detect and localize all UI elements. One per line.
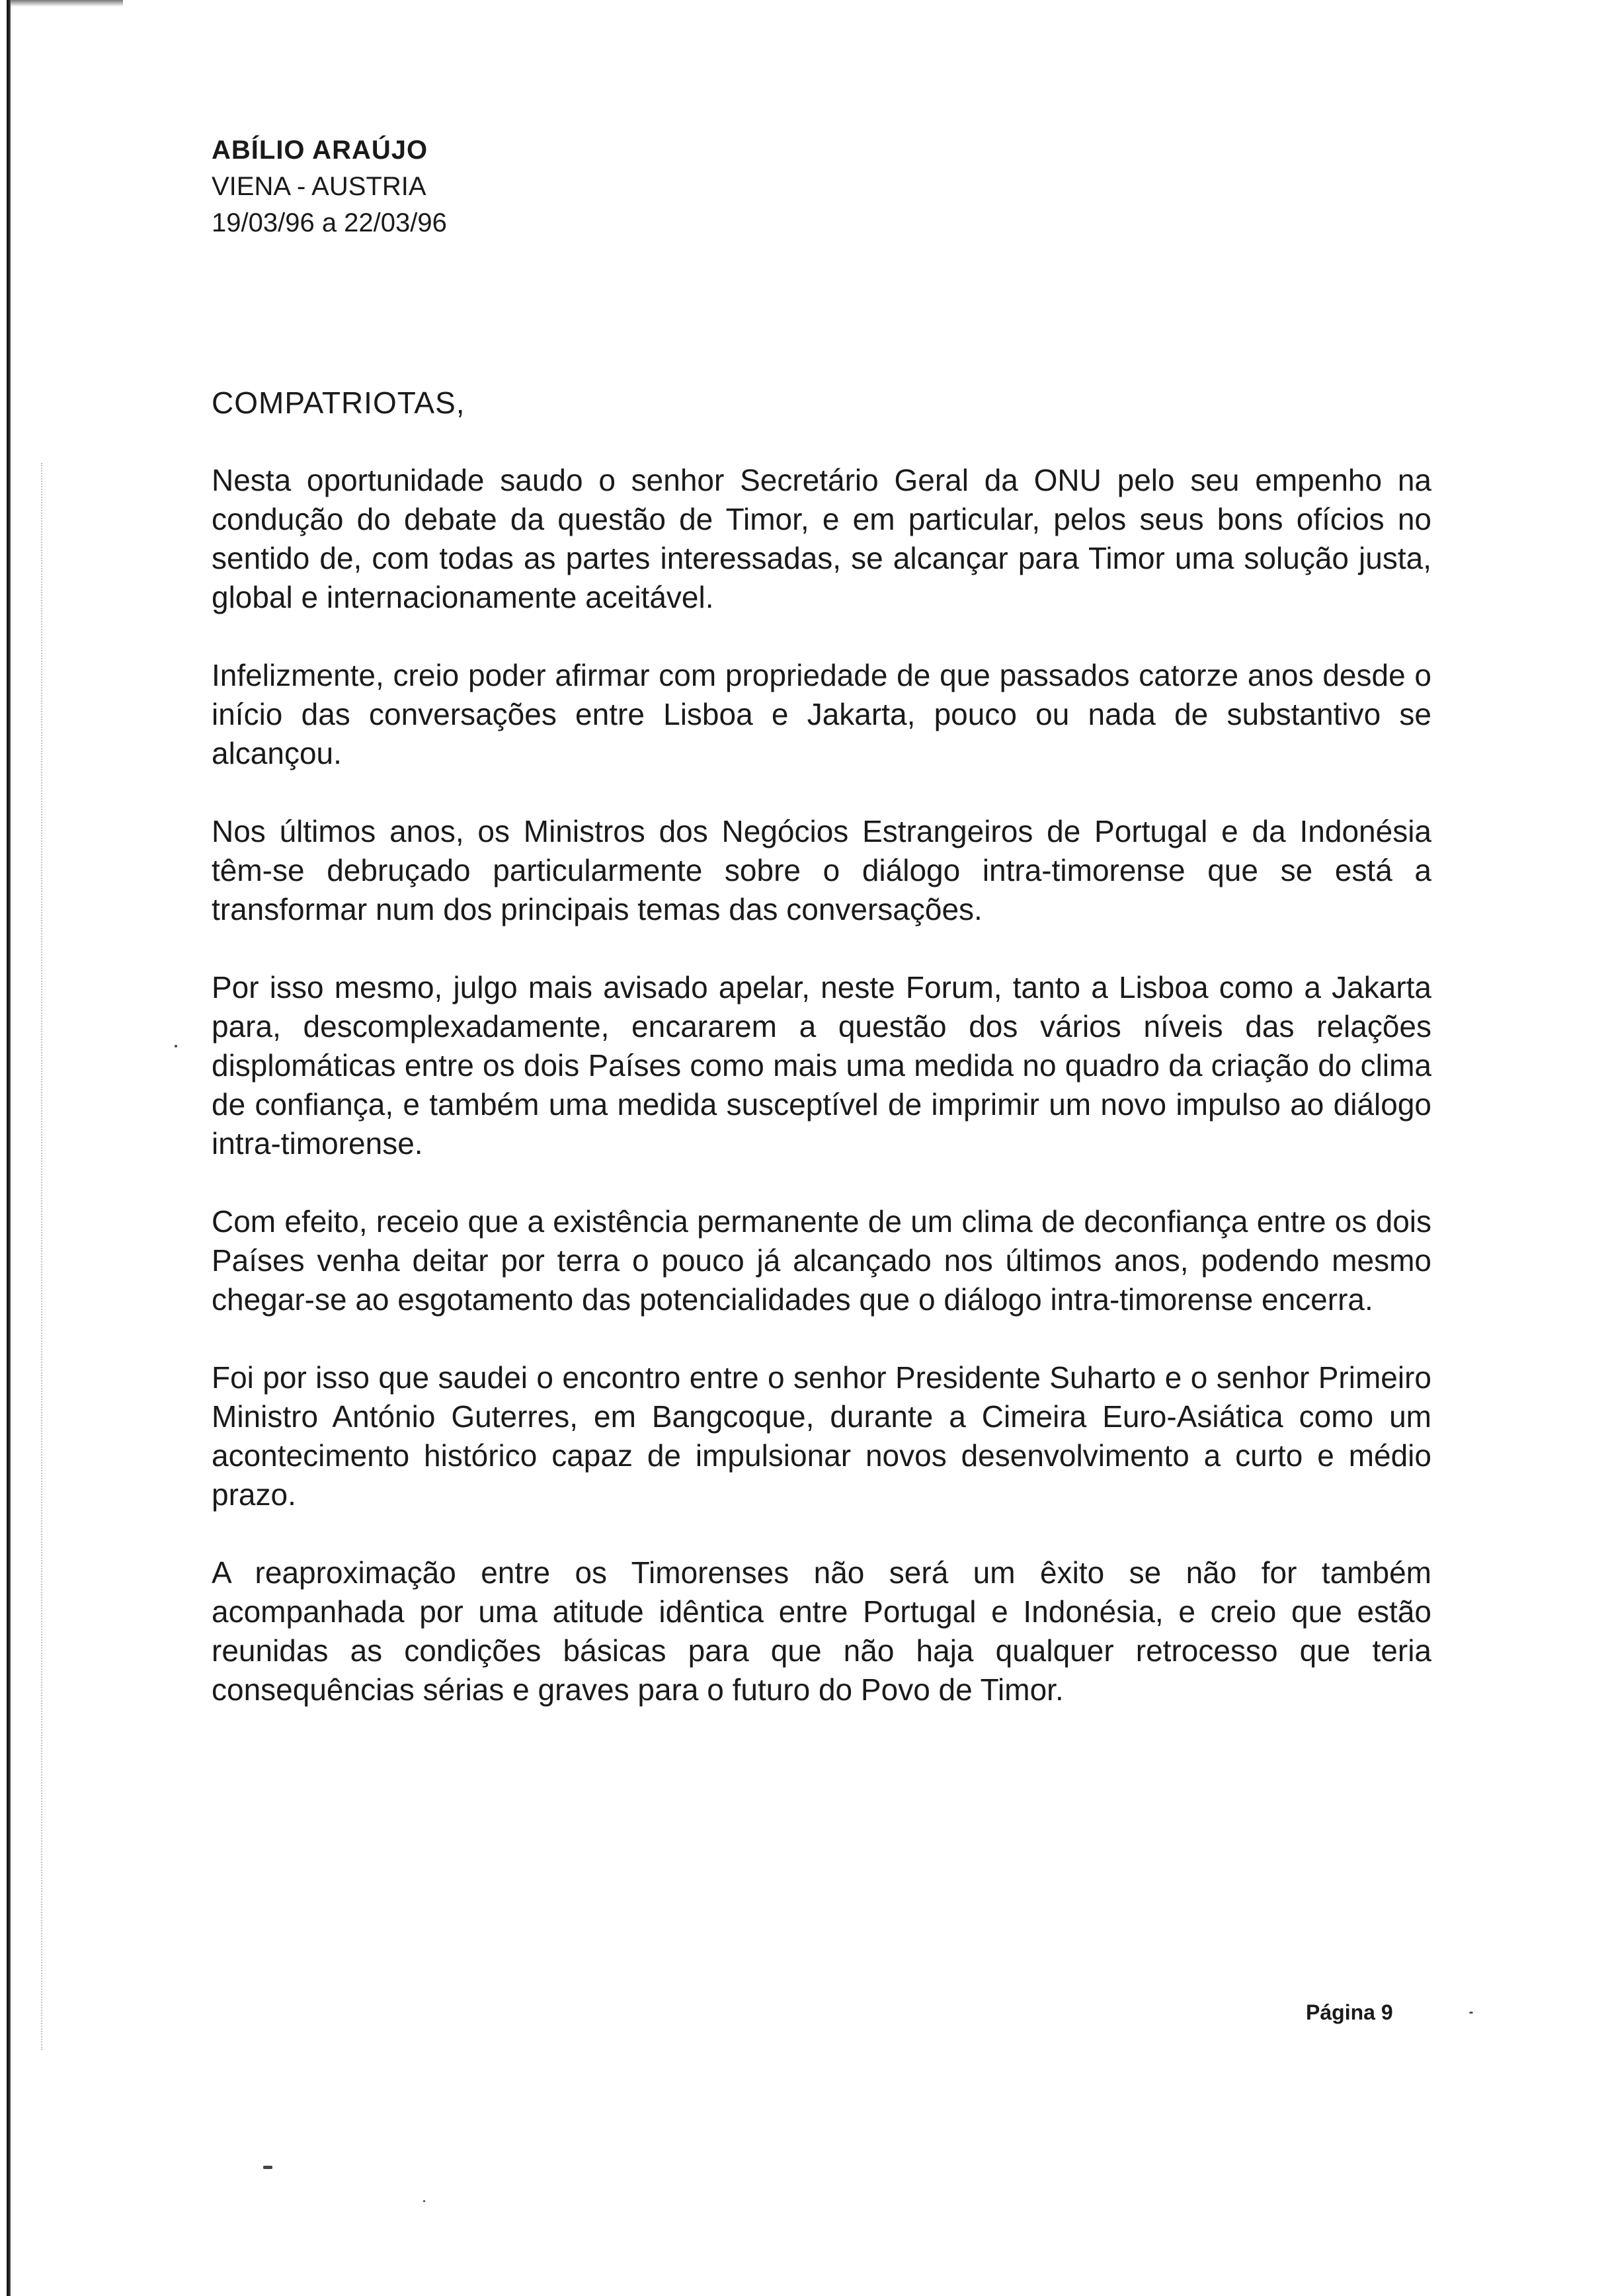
author-name: ABÍLIO ARAÚJO [212,136,428,165]
salutation: COMPATRIOTAS, [212,386,465,420]
scan-speck [175,1045,177,1047]
paragraph-2: Infelizmente, creio poder afirmar com propriedade de que passados catorze anos desde o início das conversações entre Lisboa e Jakarta, pouco ou nada de substantivo se alcançou. [212,658,1431,770]
paragraph-6: Foi por isso que saudei o encontro entre o senhor Presidente Suharto e o senhor Primeiro Ministro António Guterres, em Bangcoque, durante a Cimeira Euro-Asiática como um acontecimento histórico capaz de impulsionar novos desenvolvimento a curto e médio prazo. [212,1360,1431,1512]
letter-body [212,384,1431,1748]
scan-speck [1469,2012,1473,2014]
scan-speck [423,2200,425,2202]
paragraph-4: Por isso mesmo, julgo mais avisado apelar, neste Forum, tanto a Lisboa como a Jakarta para, descomplexadamente, encararem a questão dos vários níveis das relações displomáticas entre os dois Países como mais uma medida no quadro da criação do clima de confiança, e também uma medida susceptível de imprimir um novo impulso ao diálogo intra-timorense. [212,970,1431,1161]
letter-header [212,132,1005,241]
scan-left-edge [7,0,11,2296]
location: VIENA - AUSTRIA [212,172,426,201]
paragraph-1: Nesta oportunidade saudo o senhor Secretário Geral da ONU pelo seu empenho na condução do debate da questão de Timor, e em particular, pelos seus bons ofícios no sentido de, com todas as partes interessadas, se alcançar para Timor uma solução justa, global e internacionamente aceitável. [212,463,1431,614]
page-number: Página 9 [1306,2000,1393,2024]
paragraph-5: Com efeito, receio que a existência permanente de um clima de deconfiança entre os dois Países venha deitar por terra o pouco já alcançado nos últimos anos, podendo mesmo chegar-se ao esgotamento das potencialidades que o diálogo intra-timorense encerra. [212,1204,1431,1317]
paragraph-7: A reaproximação entre os Timorenses não será um êxito se não for também acompanhada por uma atitude idêntica entre Portugal e Indonésia, e creio que estão reunidas as condições básicas para que não haja qualquer retrocesso que teria consequências sérias e graves para o futuro do Povo de Timor. [212,1555,1431,1707]
scan-noise [41,463,46,2050]
scan-top-edge [11,0,123,7]
scan-speck [263,2166,272,2169]
paragraph-3: Nos últimos anos, os Ministros dos Negócios Estrangeiros de Portugal e da Indonésia têm-se debruçado particularmente sobre o diálogo intra-timorense que se está a transformar num dos principais temas das conversações. [212,814,1431,926]
date-range: 19/03/96 a 22/03/96 [212,208,447,237]
